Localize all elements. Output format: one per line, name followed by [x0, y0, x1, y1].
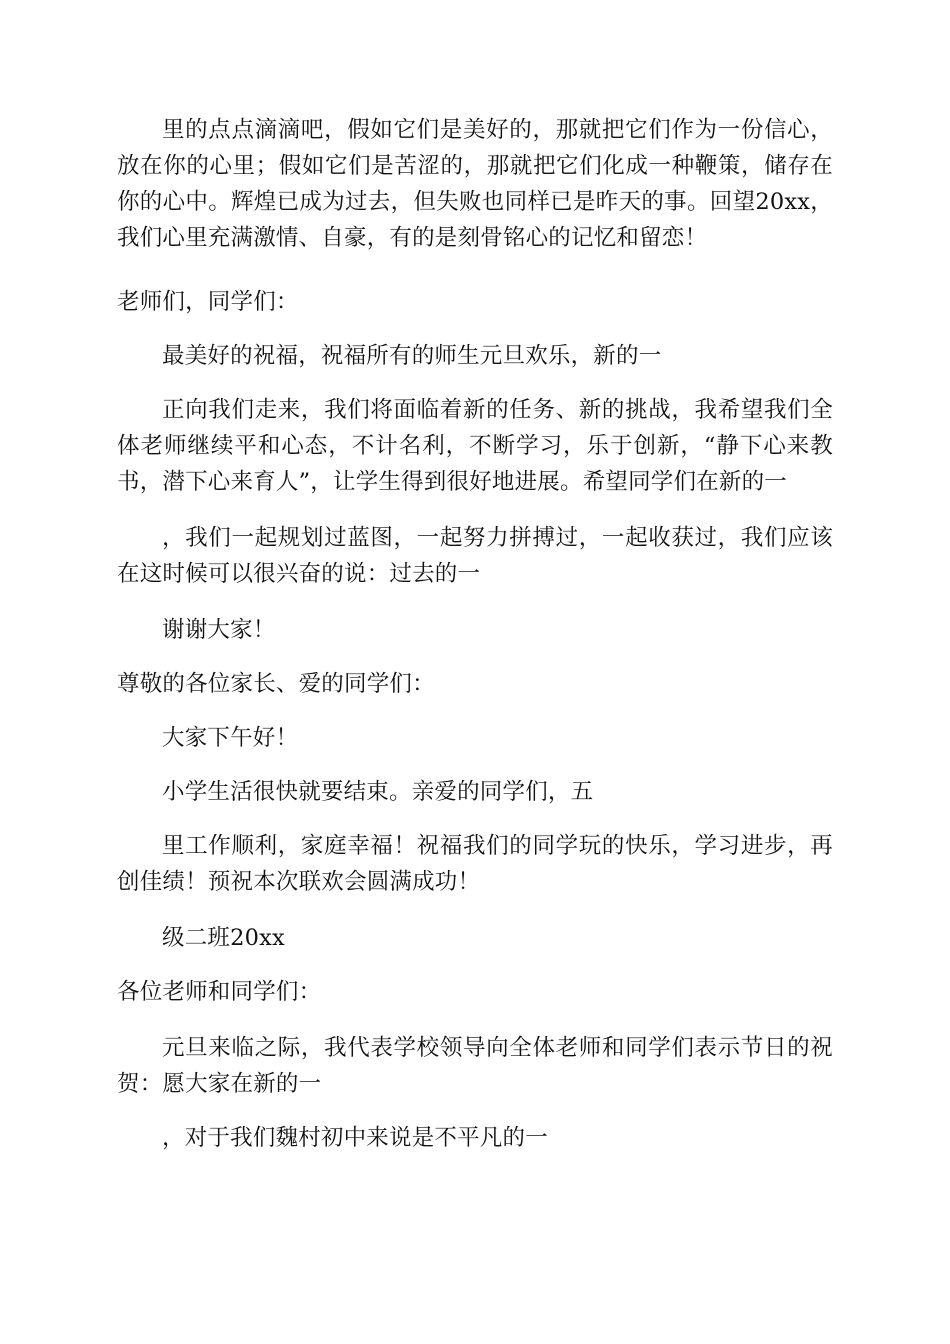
paragraph-thanks: 谢谢大家！	[162, 617, 276, 643]
paragraph-class-signature: 级二班20xx	[162, 925, 285, 951]
paragraph-weicun-school: ，对于我们魏村初中来说是不平凡的一	[162, 1125, 548, 1151]
paragraph-new-tasks: 正向我们走来，我们将面临着新的任务、新的挑战，我希望我们全体老师继续平和心态，不计名利，不断学习，乐于创新，“静下心来教书，潜下心来育人”，让学生得到很好地进展。希望同学们在新的一	[117, 397, 833, 495]
paragraph-new-year-greeting: 元旦来临之际，我代表学校领导向全体老师和同学们表示节日的祝贺：愿大家在新的一	[117, 1035, 833, 1097]
paragraph-reflection: 里的点点滴滴吧，假如它们是美好的，那就把它们作为一份信心，放在你的心里；假如它们是苦涩的，那就把它们化成一种鞭策，储存在你的心中。辉煌已成为过去，但失败也同样已是昨天的事。回望20xx，我们心里充满激情、自豪，有的是刻骨铭心的记忆和留恋！	[117, 117, 833, 251]
salutation-parents-students: 尊敬的各位家长、爱的同学们：	[117, 671, 435, 697]
paragraph-blueprint: ，我们一起规划过蓝图，一起努力拼搏过，一起收获过，我们应该在这时候可以很兴奋的说：过去的一	[117, 525, 833, 587]
salutation-all-teachers-students: 各位老师和同学们：	[117, 979, 322, 1005]
paragraph-wishes-success: 里工作顺利，家庭幸福！祝福我们的同学玩的快乐，学习进步，再创佳绩！预祝本次联欢会圆满成功！	[117, 833, 833, 895]
salutation-teachers-students: 老师们，同学们：	[117, 289, 299, 315]
paragraph-good-afternoon: 大家下午好！	[162, 725, 299, 751]
paragraph-best-wishes: 最美好的祝福，祝福所有的师生元旦欢乐，新的一	[162, 343, 662, 369]
paragraph-primary-school-ending: 小学生活很快就要结束。亲爱的同学们，五	[162, 779, 594, 805]
